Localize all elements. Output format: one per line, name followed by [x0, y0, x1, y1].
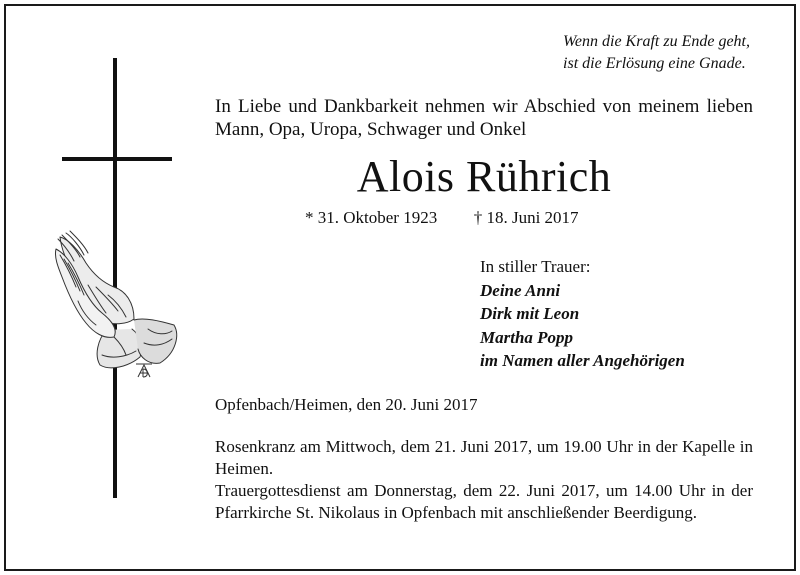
funeral-notice: Trauergottesdienst am Donnerstag, dem 22. Juni 2017, um 14.00 Uhr in der Pfarrkirche St. Nikolaus in Opfenbach mit anschließender Beerdigung.: [215, 481, 753, 522]
place-date: Opfenbach/Heimen, den 20. Juni 2017: [215, 395, 478, 414]
life-dates: [305, 207, 579, 229]
services-block: [215, 436, 753, 524]
birth-date: 31. Oktober 1923: [317, 208, 438, 227]
died-symbol: †: [473, 208, 483, 227]
monogram-icon: [136, 364, 152, 377]
death-date: 18. Juni 2017: [486, 208, 579, 227]
born-symbol: *: [305, 208, 314, 227]
intro-text: In Liebe und Dankbarkeit nehmen wir Abschied von meinem lieben Mann, Opa, Uropa, Schwager und Onkel: [215, 96, 753, 140]
quote-line-1: Wenn die Kraft zu Ende geht,: [563, 33, 750, 50]
mourners-heading: In stiller Trauer:: [480, 257, 591, 276]
mourner-name: im Namen aller Angehörigen: [480, 351, 685, 370]
mourners-block: [480, 255, 685, 373]
deceased-name: Alois Rührich: [356, 152, 612, 201]
praying-hands-icon: [48, 225, 188, 385]
epigraph-quote: [563, 31, 750, 75]
mourner-name: Martha Popp: [480, 327, 574, 347]
rosary-notice: Rosenkranz am Mittwoch, dem 21. Juni 2017, um 19.00 Uhr in der Kapelle in Heimen.: [215, 437, 753, 478]
cross-crossbar: [62, 157, 172, 161]
mourner-name: Dirk mit Leon: [480, 304, 580, 323]
mourner-name: Deine Anni: [480, 280, 561, 300]
quote-line-2: ist die Erlösung eine Gnade.: [563, 55, 746, 72]
